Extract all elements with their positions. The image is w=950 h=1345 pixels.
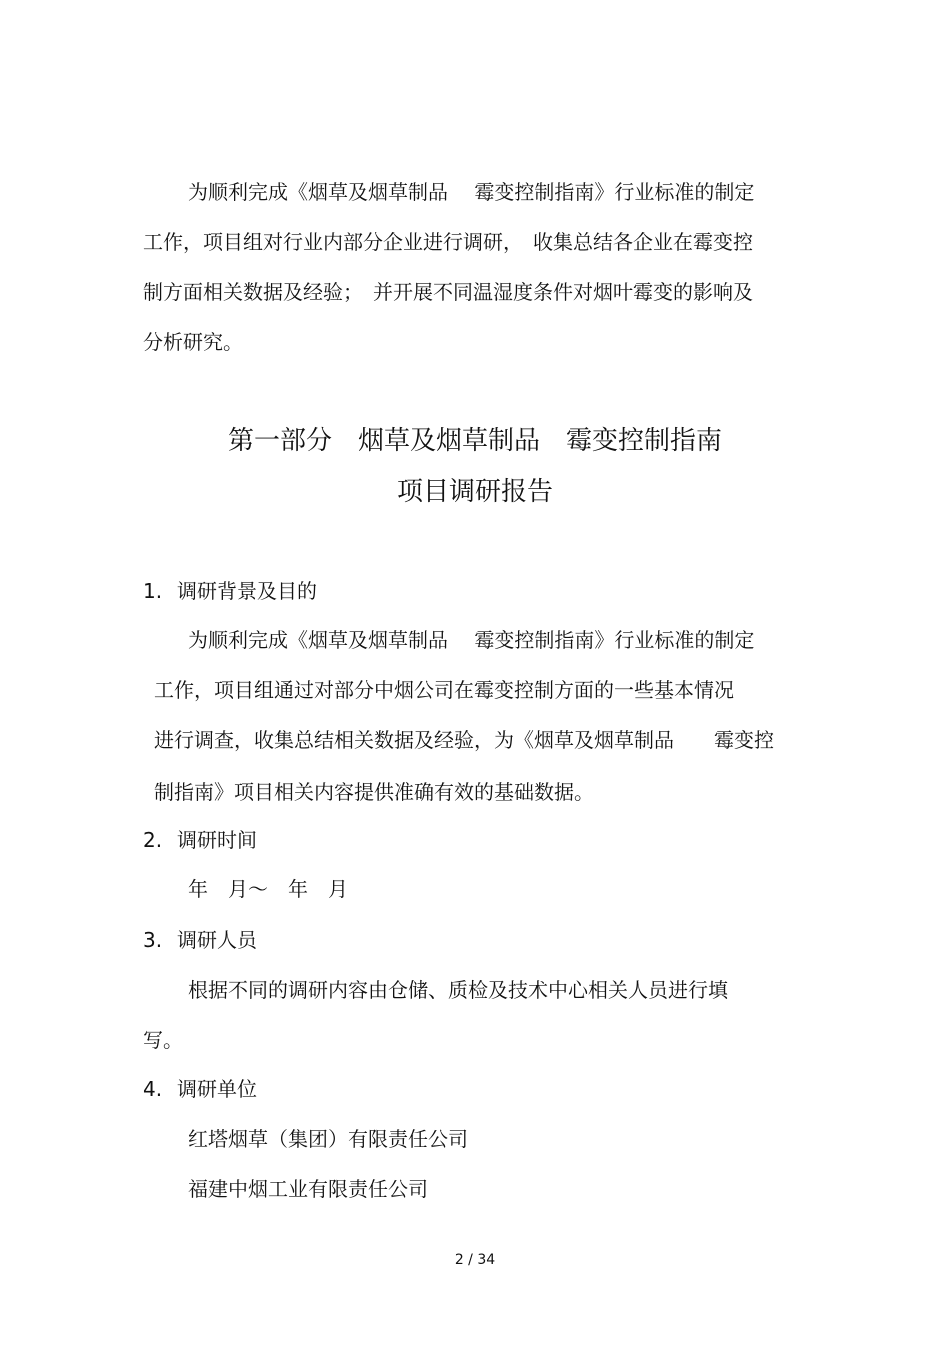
unit-name: 福建中烟工业有限责任公司	[188, 1177, 428, 1201]
page-number: 2 / 34	[454, 1252, 496, 1268]
intro-line: 制方面相关数据及经验； 并开展不同温湿度条件对烟叶霉变的影响及	[143, 280, 753, 304]
section-heading	[143, 578, 317, 604]
paragraph-line: 进行调查，收集总结相关数据及经验，为《烟草及烟草制品 霉变控	[154, 728, 774, 752]
paragraph-line: 写。	[143, 1028, 183, 1052]
section-number: 1.	[143, 579, 163, 603]
section-title: 调研人员	[177, 928, 257, 952]
section-heading	[143, 1076, 257, 1102]
paragraph-line: 工作，项目组通过对部分中烟公司在霉变控制方面的一些基本情况	[154, 678, 734, 702]
paragraph-line: 年 月～ 年 月	[188, 877, 348, 901]
paragraph-line: 制指南》项目相关内容提供准确有效的基础数据。	[154, 780, 594, 804]
intro-line: 工作，项目组对行业内部分企业进行调研， 收集总结各企业在霉变控	[143, 230, 753, 254]
paragraph-line: 为顺利完成《烟草及烟草制品 霉变控制指南》行业标准的制定	[188, 628, 755, 652]
intro-line: 为顺利完成《烟草及烟草制品 霉变控制指南》行业标准的制定	[188, 180, 755, 204]
section-number: 2.	[143, 828, 163, 852]
section-title: 调研时间	[177, 828, 257, 852]
paragraph-line: 根据不同的调研内容由仓储、质检及技术中心相关人员进行填	[188, 978, 728, 1002]
section-number: 4.	[143, 1077, 163, 1101]
section-title: 调研单位	[177, 1077, 257, 1101]
section-heading	[143, 827, 257, 853]
page-title: 第一部分 烟草及烟草制品 霉变控制指南	[227, 426, 722, 456]
section-heading	[143, 927, 257, 953]
intro-line: 分析研究。	[143, 330, 243, 354]
section-number: 3.	[143, 928, 163, 952]
page-subtitle: 项目调研报告	[396, 477, 553, 507]
section-title: 调研背景及目的	[177, 579, 317, 603]
unit-name: 红塔烟草（集团）有限责任公司	[188, 1127, 468, 1151]
